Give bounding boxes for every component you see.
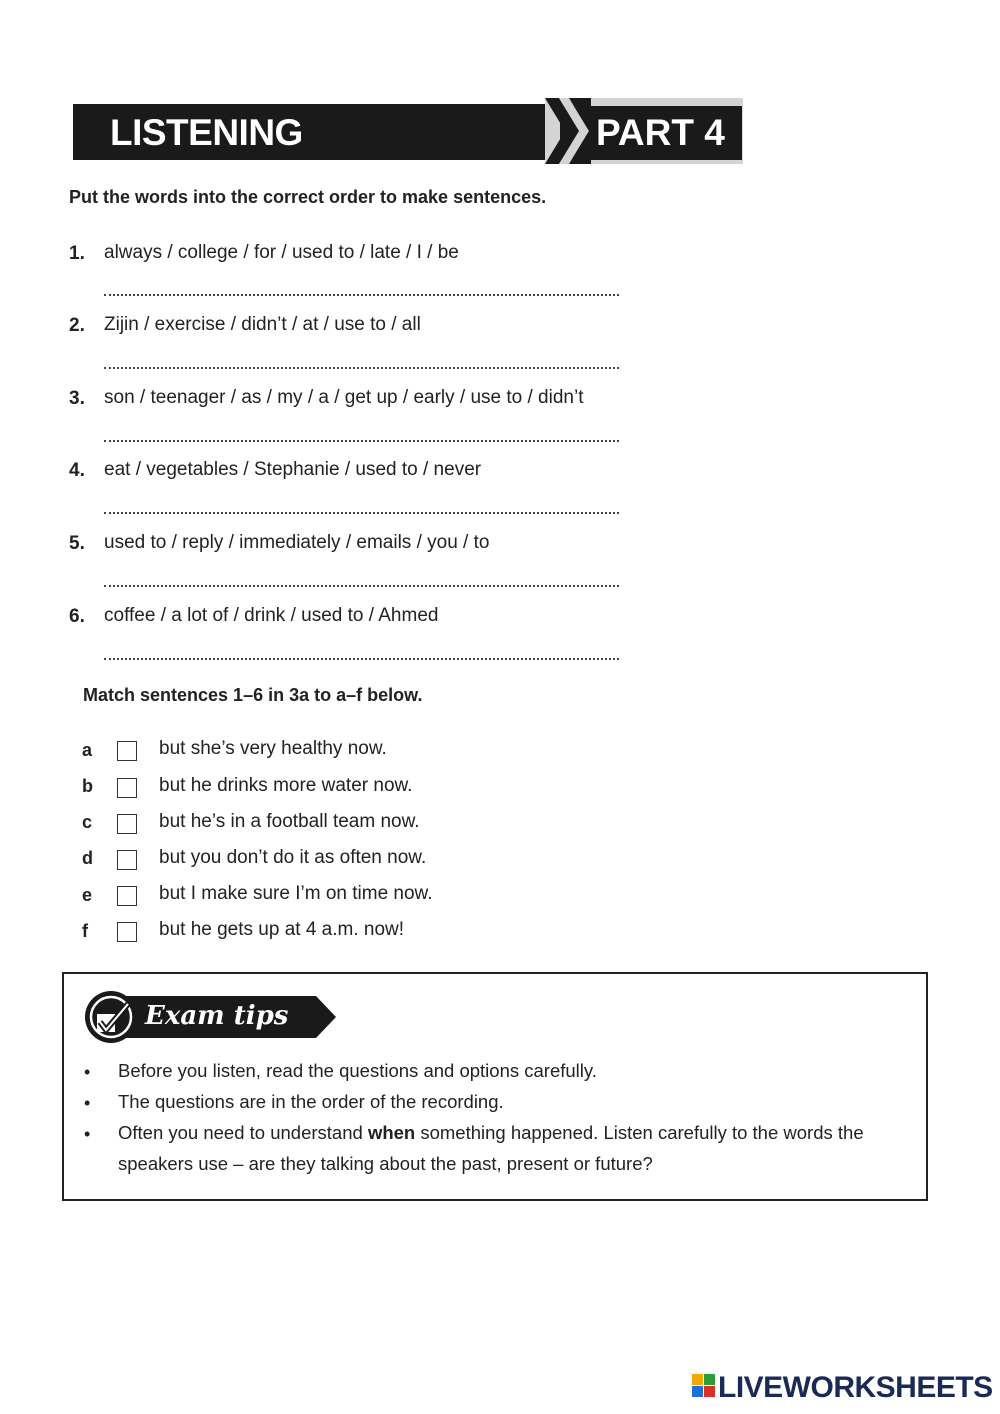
tip-text: Before you listen, read the questions and options carefully.	[118, 1060, 597, 1081]
match-sentence: but she’s very healthy now.	[159, 738, 387, 759]
match-letter: a	[82, 740, 93, 760]
match-answer-box[interactable]	[117, 741, 137, 761]
answer-line[interactable]	[104, 367, 619, 369]
match-answer-box[interactable]	[117, 922, 137, 942]
question-number: 2.	[69, 315, 85, 336]
header-banner	[73, 104, 563, 160]
question-words: used to / reply / immediately / emails / you / to	[104, 532, 490, 553]
match-letter: f	[82, 921, 88, 941]
question-number: 1.	[69, 243, 85, 264]
exercise-b-instruction: Match sentences 1–6 in 3a to a–f below.	[83, 685, 423, 705]
liveworksheets-brand[interactable]: LIVEWORKSHEETS	[718, 1371, 993, 1404]
question-number: 5.	[69, 533, 85, 554]
bullet: •	[84, 1124, 91, 1144]
match-letter: c	[82, 812, 93, 832]
tip-text-part: Often you need to understand	[118, 1122, 368, 1143]
question-number: 6.	[69, 606, 85, 627]
question-number: 4.	[69, 460, 85, 481]
exam-tips-title: Exam tips	[145, 1001, 289, 1031]
tip-text-part: something happened. Listen carefully to the words the speakers use – are they talking about the past, present or future?	[118, 1122, 864, 1174]
match-sentence: but he drinks more water now.	[159, 775, 413, 796]
question-words: Zijin / exercise / didn’t / at / use to / all	[104, 314, 421, 335]
match-answer-box[interactable]	[117, 850, 137, 870]
match-letter: b	[82, 776, 93, 796]
match-letter: d	[82, 848, 93, 868]
question-words: coffee / a lot of / drink / used to / Ahmed	[104, 605, 439, 626]
checkbox-tick-icon	[94, 1002, 134, 1038]
match-answer-box[interactable]	[117, 778, 137, 798]
match-sentence: but he gets up at 4 a.m. now!	[159, 919, 405, 940]
question-words: eat / vegetables / Stephanie / used to / never	[104, 459, 482, 480]
bullet: •	[84, 1093, 91, 1113]
question-number: 3.	[69, 388, 85, 409]
tip-emphasis: when	[367, 1122, 416, 1143]
tip-text: The questions are in the order of the recording.	[118, 1091, 504, 1112]
answer-line[interactable]	[104, 585, 619, 587]
match-sentence: but he’s in a football team now.	[159, 811, 420, 832]
liveworksheets-logo-icon	[692, 1374, 716, 1398]
question-words: always / college / for / used to / late / I / be	[104, 242, 459, 263]
match-sentence: but I make sure I’m on time now.	[159, 883, 433, 904]
chevron-arrow-icon	[545, 98, 591, 164]
match-sentence: but you don’t do it as often now.	[159, 847, 427, 868]
bullet: •	[84, 1062, 91, 1082]
exercise-a-instruction: Put the words into the correct order to make sentences.	[69, 187, 547, 207]
answer-line[interactable]	[104, 440, 619, 442]
question-words: son / teenager / as / my / a / get up / early / use to / didn’t	[104, 387, 584, 408]
tip-text	[118, 1117, 878, 1179]
match-answer-box[interactable]	[117, 886, 137, 906]
match-letter: e	[82, 885, 93, 905]
answer-line[interactable]	[104, 512, 619, 514]
answer-line[interactable]	[104, 294, 619, 296]
match-answer-box[interactable]	[117, 814, 137, 834]
section-title: LISTENING	[110, 112, 303, 153]
answer-line[interactable]	[104, 658, 619, 660]
part-label: PART 4	[596, 112, 725, 153]
